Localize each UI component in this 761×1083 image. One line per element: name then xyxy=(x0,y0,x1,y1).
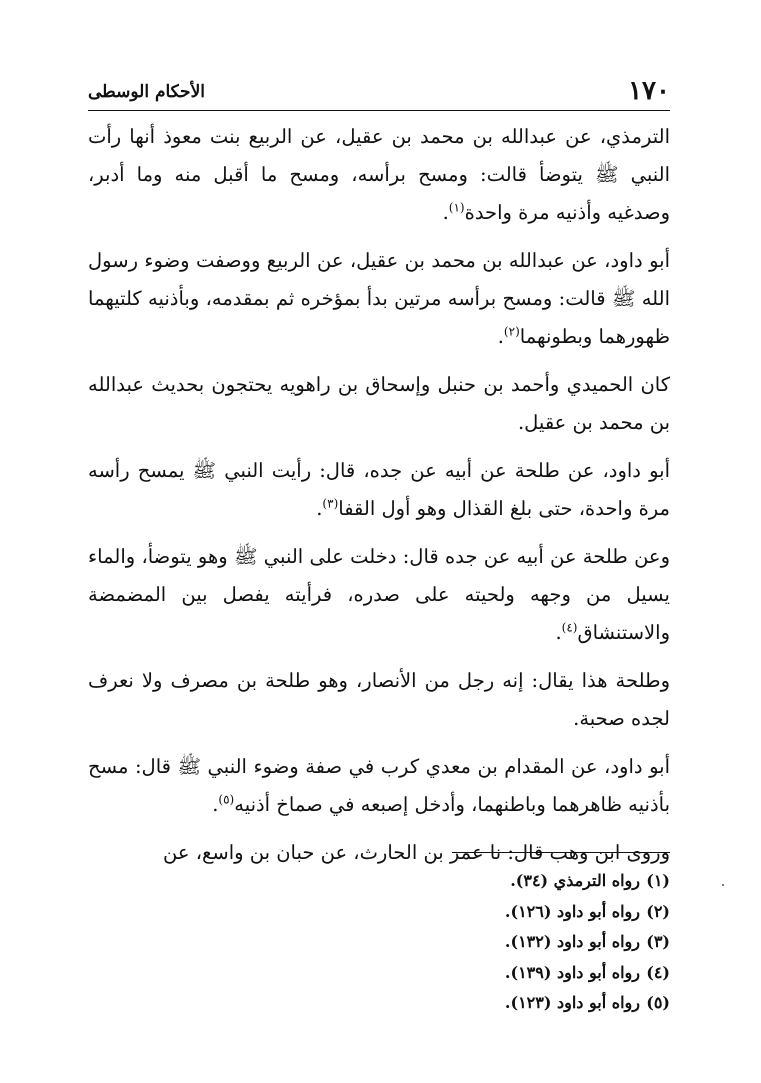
paragraph-text: وروى ابن وهب قال: نا عمر بن الحارث، عن حبان بن واسع، عن xyxy=(163,841,670,864)
footnote-ref: (٥) xyxy=(218,792,235,807)
paragraph-text: وعن طلحة عن أبيه عن جده قال: دخلت على النبي ﷺ وهو يتوضأ، والماء يسيل من وجهه ولحيته على صدره، فرأيته يفصل بين المضمضة والاستنشاق xyxy=(88,545,670,644)
paragraph-text: وطلحة هذا يقال: إنه رجل من الأنصار، وهو طلحة بن مصرف ولا نعرف لجده صحبة. xyxy=(88,669,670,730)
footnote-ref: (٤) xyxy=(561,620,578,635)
header-divider xyxy=(88,110,670,111)
paragraph-1 xyxy=(88,118,670,232)
paragraph-text: أبو داود، عن المقدام بن معدي كرب في صفة وضوء النبي ﷺ قال: مسح بأذنيه ظاهرهما وباطنهما، وأدخل إصبعه في صماخ أذنيه xyxy=(88,755,670,816)
paragraph-text: أبو داود، عن عبدالله بن محمد بن عقيل، عن الربيع ووصفت وضوء رسول الله ﷺ قالت: ومسح برأسه مرتين بدأ بمؤخره ثم بمقدمه، وبأذنيه كلتيهما ظهورهما وبطونهما xyxy=(88,249,670,348)
footnote-number: (٢) xyxy=(646,901,670,921)
footnote-ref: (٣) xyxy=(322,496,339,511)
page-number: ١٧٠ xyxy=(628,76,670,106)
paragraph-5 xyxy=(88,538,670,652)
running-title: الأحكام الوسطى xyxy=(88,82,205,102)
scan-speck xyxy=(722,884,724,886)
footnote-1 xyxy=(370,866,670,897)
footnote-ref: (٢) xyxy=(503,324,520,339)
paragraph-text: الترمذي، عن عبدالله بن محمد بن عقيل، عن الربيع بنت معوذ أنها رأت النبي ﷺ يتوضأ قالت: ومسح برأسه، ومسح ما أقبل منه وما أدبر، وصدغيه وأذنيه مرة واحدة xyxy=(88,125,670,224)
paragraph-text: أبو داود، عن طلحة عن أبيه عن جده، قال: رأيت النبي ﷺ يمسح رأسه مرة واحدة، حتى بلغ القذال وهو أول القفا xyxy=(88,459,670,520)
paragraph-6 xyxy=(88,662,670,738)
footnote-text: رواه أبو داود (١٣٢). xyxy=(504,932,640,951)
footnote-4 xyxy=(370,958,670,989)
paragraph-end: . xyxy=(555,621,562,644)
footnote-text: رواه الترمذي (٣٤). xyxy=(510,871,640,890)
footnote-text: رواه أبو داود (١٢٣). xyxy=(504,993,640,1012)
footnote-divider xyxy=(452,852,670,853)
paragraph-end: . xyxy=(497,325,504,348)
paragraph-end: . xyxy=(316,497,323,520)
paragraph-text: كان الحميدي وأحمد بن حنبل وإسحاق بن راهويه يحتجون بحديث عبدالله بن محمد بن عقيل. xyxy=(88,373,670,434)
footnote-number: (١) xyxy=(646,871,670,890)
footnote-text: رواه أبو داود (١٢٦). xyxy=(504,901,640,921)
main-text xyxy=(88,118,670,882)
footnotes xyxy=(370,866,670,1019)
paragraph-end: . xyxy=(212,793,219,816)
paragraph-end: . xyxy=(442,201,449,224)
paragraph-7 xyxy=(88,748,670,824)
footnote-5 xyxy=(370,988,670,1019)
page-header xyxy=(88,74,670,110)
paragraph-3 xyxy=(88,366,670,442)
footnote-ref: (١) xyxy=(448,200,465,215)
paragraph-2 xyxy=(88,242,670,356)
footnote-number: (٤) xyxy=(646,962,670,982)
footnote-number: (٣) xyxy=(646,932,670,951)
footnote-number: (٥) xyxy=(646,993,670,1012)
paragraph-4 xyxy=(88,452,670,528)
footnote-2 xyxy=(370,897,670,928)
footnote-text: رواه أبو داود (١٣٩). xyxy=(504,962,640,982)
footnote-3 xyxy=(370,927,670,958)
